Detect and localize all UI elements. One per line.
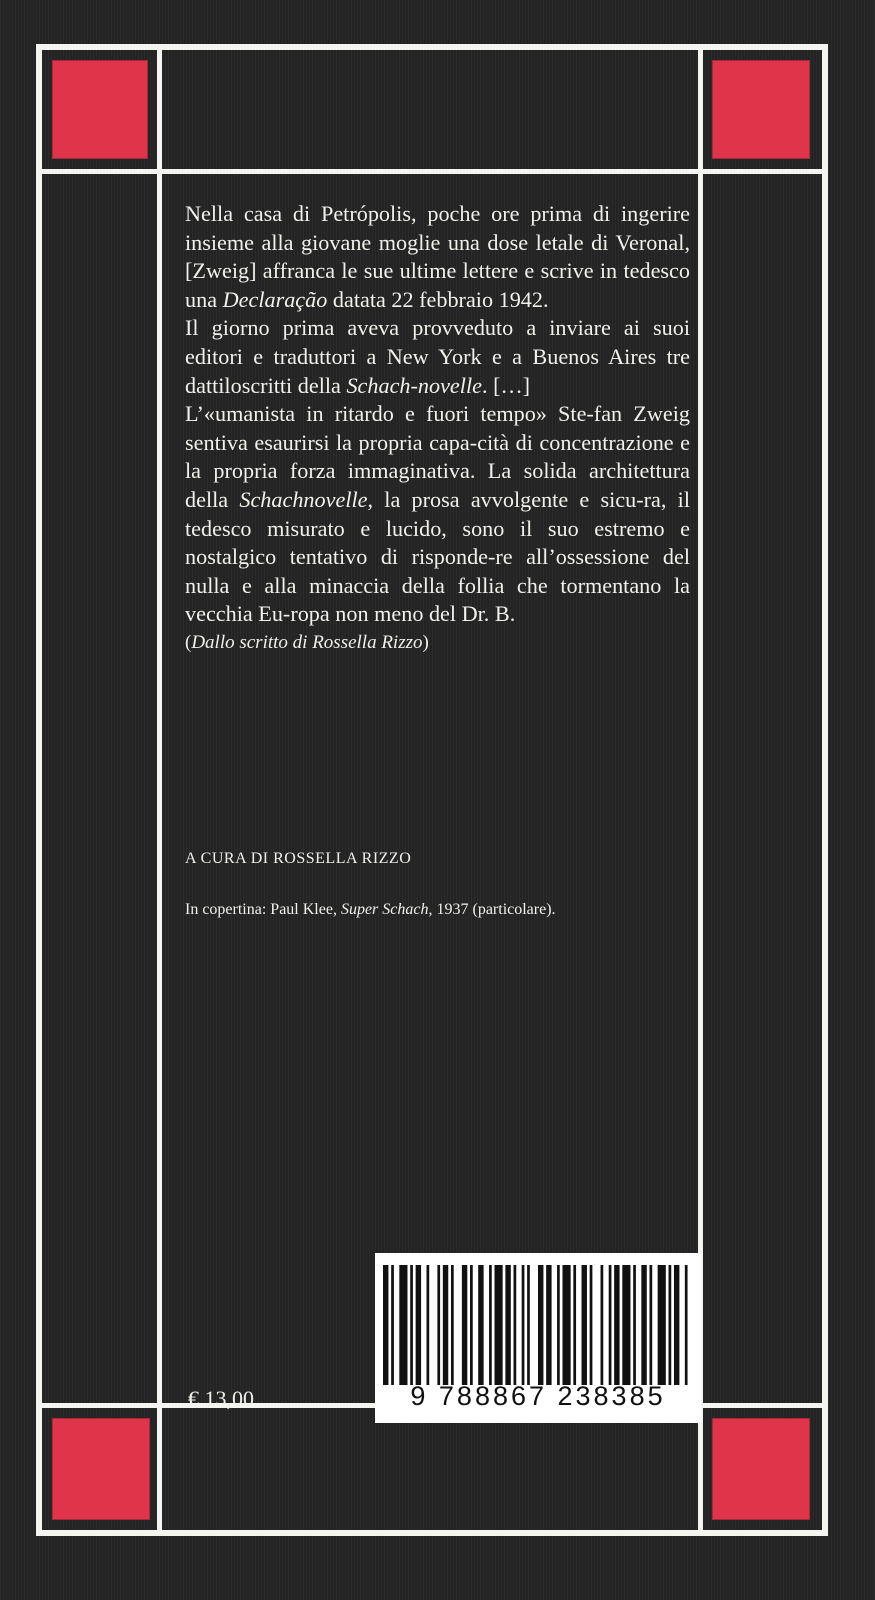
barcode-bar <box>609 1265 612 1385</box>
frame-left-inner <box>157 44 162 1536</box>
corner-square-bottom-right <box>712 1418 810 1520</box>
curator-line: A CURA DI ROSSELLA RIZZO <box>185 850 412 867</box>
barcode-bar <box>478 1265 483 1385</box>
barcode-bar <box>649 1265 652 1385</box>
barcode-bar <box>527 1265 530 1385</box>
barcode-bars <box>383 1265 693 1385</box>
barcode-bar <box>614 1265 619 1385</box>
title-schachnovelle: Schach-novelle <box>346 372 482 398</box>
blurb-paragraph-2: Il giorno prima aveva provveduto a inviare ai suoi editori e traduttori a New York e a Buenos Aires tre dattiloscritti della Schach-novelle. […] <box>185 315 690 398</box>
barcode-bar <box>443 1265 448 1385</box>
cover-credit: In copertina: Paul Klee, Super Schach, 1937 (particolare). <box>185 901 556 918</box>
barcode-bar <box>573 1265 576 1385</box>
barcode-bar <box>546 1265 551 1385</box>
frame-bottom-outer <box>36 1530 828 1536</box>
barcode-number: 9 788867 238385 <box>410 1381 666 1411</box>
blurb-source: (Dallo scritto di Rossella Rizzo) <box>185 631 429 653</box>
frame-right-outer <box>822 44 828 1536</box>
title-declaracao: Declaração <box>222 286 328 312</box>
blurb-paragraph-3: L’«umanista in ritardo e fuori tempo» Ste-fan Zweig sentiva esaurirsi la propria capa-cità di concentrazione e la propria forza immaginativa. La solida architettura della Schachnovelle, la prosa avvolgente e sicu-ra, il tedesco misurato e lucido, sono il suo estremo e nostalgico tentativo di risponde-re all’ossessione del nulla e alla minaccia della follia che tormentano la vecchia Eu-ropa non meno del Dr. B. <box>185 401 690 627</box>
corner-square-top-right <box>712 60 810 159</box>
price: € 13,00 <box>188 1386 254 1411</box>
barcode-bar <box>494 1265 502 1385</box>
barcode-bar <box>416 1265 421 1385</box>
barcode-bar <box>658 1265 666 1385</box>
barcode-bar <box>522 1265 525 1385</box>
barcode-bar <box>514 1265 517 1385</box>
barcode-bar <box>383 1265 388 1385</box>
barcode <box>375 1253 701 1423</box>
title-schachnovelle-2: Schachnovelle <box>239 486 368 512</box>
blurb <box>185 200 690 658</box>
barcode-bar <box>410 1265 413 1385</box>
barcode-bar <box>462 1265 467 1385</box>
frame-left-outer <box>36 44 42 1536</box>
barcode-bar <box>633 1265 636 1385</box>
barcode-bar <box>601 1265 604 1385</box>
barcode-bar <box>451 1265 454 1385</box>
barcode-bar <box>437 1265 440 1385</box>
barcode-bar <box>538 1265 543 1385</box>
barcode-bar <box>590 1265 593 1385</box>
blurb-paragraph-1: Nella casa di Petrópolis, poche ore prima di ingerire insieme alla giovane moglie una dose letale di Veronal, [Zweig] affranca le sue ultime lettere e scrive in tedesco una Declaração datata 22 febbraio 1942. <box>185 201 690 312</box>
corner-square-bottom-left <box>52 1418 150 1520</box>
barcode-bar <box>470 1265 473 1385</box>
barcode-bar <box>674 1265 679 1385</box>
barcode-bar <box>505 1265 510 1385</box>
barcode-bar <box>427 1265 430 1385</box>
barcode-bar <box>685 1265 688 1385</box>
frame-top-inner <box>36 169 828 174</box>
barcode-bar <box>399 1265 407 1385</box>
barcode-bar <box>557 1265 560 1385</box>
barcode-bar <box>622 1265 630 1385</box>
barcode-bar <box>391 1265 394 1385</box>
barcode-bar <box>489 1265 492 1385</box>
frame-top-outer <box>36 44 828 50</box>
barcode-bar <box>641 1265 646 1385</box>
barcode-bar <box>582 1265 587 1385</box>
corner-square-top-left <box>52 60 148 159</box>
barcode-bar <box>669 1265 672 1385</box>
barcode-bar <box>562 1265 570 1385</box>
